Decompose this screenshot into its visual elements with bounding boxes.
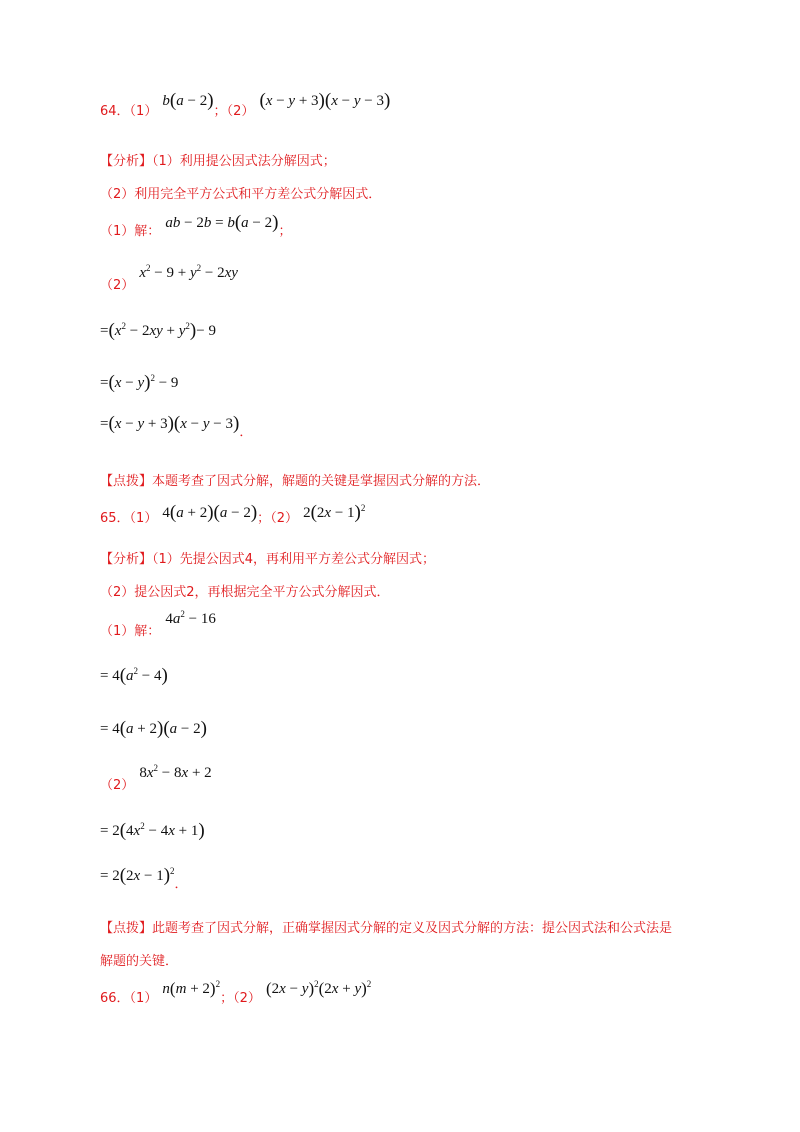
q64-semicolon: ；: [278, 224, 292, 239]
q65-part2-expr: $8x^2 - 8x + 2$: [139, 763, 212, 781]
q65-analysis-2: （2）提公因式2，再根据完全平方公式分解因式．: [100, 585, 390, 600]
q65-step3: = $2(4x^2 - 4x + 1)$: [100, 820, 205, 841]
q65-tip-line1: [100, 917, 672, 936]
q64-analysis-2: （2）利用完全平方公式和平方差公式分解因式．: [100, 187, 382, 202]
q65-solution1-expr: $4a^2 - 16$: [165, 609, 216, 627]
q65-answer-line: [100, 502, 366, 529]
q64-solution1-math: ab − 2b = b(a − 2): [165, 212, 279, 233]
q64-part2-expr: $x^2 - 9 + y^2 - 2xy$: [139, 263, 238, 281]
q65-analysis-line2: [100, 581, 390, 600]
q66-part1-label: （1）: [129, 991, 158, 1006]
q64-part2-expr-line: [100, 262, 238, 293]
q65-part1-label: （1）: [129, 511, 158, 526]
q64-solve1-label: （1）解：: [100, 224, 161, 239]
q64-tip-line: [100, 470, 490, 489]
q64-period: ．: [239, 425, 253, 440]
q64-analysis-tag: 【分析】: [100, 154, 153, 169]
q65-analysis-line1: [100, 548, 435, 567]
q65-step4-math: = $2(2x - 1)^2$: [100, 865, 175, 886]
q65-tip-2: 解题的关键．: [100, 954, 179, 969]
q64-answer-line: [100, 90, 391, 122]
q64-answer2-math: (x − y + 3)(x − y − 3): [259, 90, 391, 111]
q65-analysis-1: （1）先提公因式4，再利用平方差公式分解因式；: [152, 552, 436, 567]
q65-period: ．: [174, 877, 188, 892]
q66-number: 66．: [100, 991, 130, 1006]
q64-answer1-math: b(a − 2): [162, 90, 214, 111]
q65-step4: [100, 865, 188, 892]
q64-part1-label: （1）: [129, 104, 158, 119]
q65-part2-label-b: （2）: [100, 778, 135, 793]
q64-analysis-line1: [100, 150, 336, 169]
q64-step2: $=(x - y)^2 - 9$: [100, 372, 179, 393]
q64-part2-label: （2）: [226, 104, 255, 119]
q66-answer-line: [100, 979, 372, 1008]
q65-tip-line2: [100, 950, 178, 969]
q65-part2-expr-line: [100, 762, 212, 793]
q65-solution1-line: [100, 608, 216, 639]
q65-step1: = $4(a^2 - 4)$: [100, 665, 168, 686]
q64-part2-label-b: （2）: [100, 278, 135, 293]
q65-tip-tag: 【点拨】: [100, 921, 153, 936]
q65-number: 65．: [100, 511, 130, 526]
q65-answer2-math: $2(2x - 1)^2$: [303, 502, 366, 523]
q65-part2-label: （2）: [270, 511, 298, 526]
q65-step2: = 4(a + 2)(a − 2): [100, 718, 207, 739]
q66-answer2-math: $(2x - y)^2(2x + y)^2$: [265, 979, 372, 998]
q64-step3: [100, 413, 253, 440]
q64-step1: $=(x^2 - 2xy + y^2)- 9$: [100, 320, 216, 341]
q65-separator: ；: [257, 511, 271, 526]
q64-tip: 本题考查了因式分解，解题的关键是掌握因式分解的方法．: [152, 474, 491, 489]
q66-separator: ；: [220, 991, 234, 1006]
q64-analysis-line2: [100, 183, 381, 202]
q65-analysis-tag: 【分析】: [100, 552, 153, 567]
q65-tip-1: 此题考查了因式分解，正确掌握因式分解的定义及因式分解的方法：提公因式法和公式法是: [152, 921, 673, 936]
q64-analysis-1: （1）利用提公因式法分解因式；: [152, 154, 336, 169]
q65-answer1-math: 4(a + 2)(a − 2): [162, 502, 258, 523]
q64-number: 64．: [100, 104, 130, 119]
q66-part2-label: （2）: [233, 991, 261, 1006]
q66-answer1-math: $n(m + 2)^2$: [162, 979, 221, 998]
q64-tip-tag: 【点拨】: [100, 474, 153, 489]
q64-separator: ；: [213, 104, 227, 119]
q64-step3-math: =(x − y + 3)(x − y − 3): [100, 413, 240, 434]
q64-solution1-line: [100, 212, 292, 242]
q65-solve1-label: （1）解：: [100, 624, 161, 639]
